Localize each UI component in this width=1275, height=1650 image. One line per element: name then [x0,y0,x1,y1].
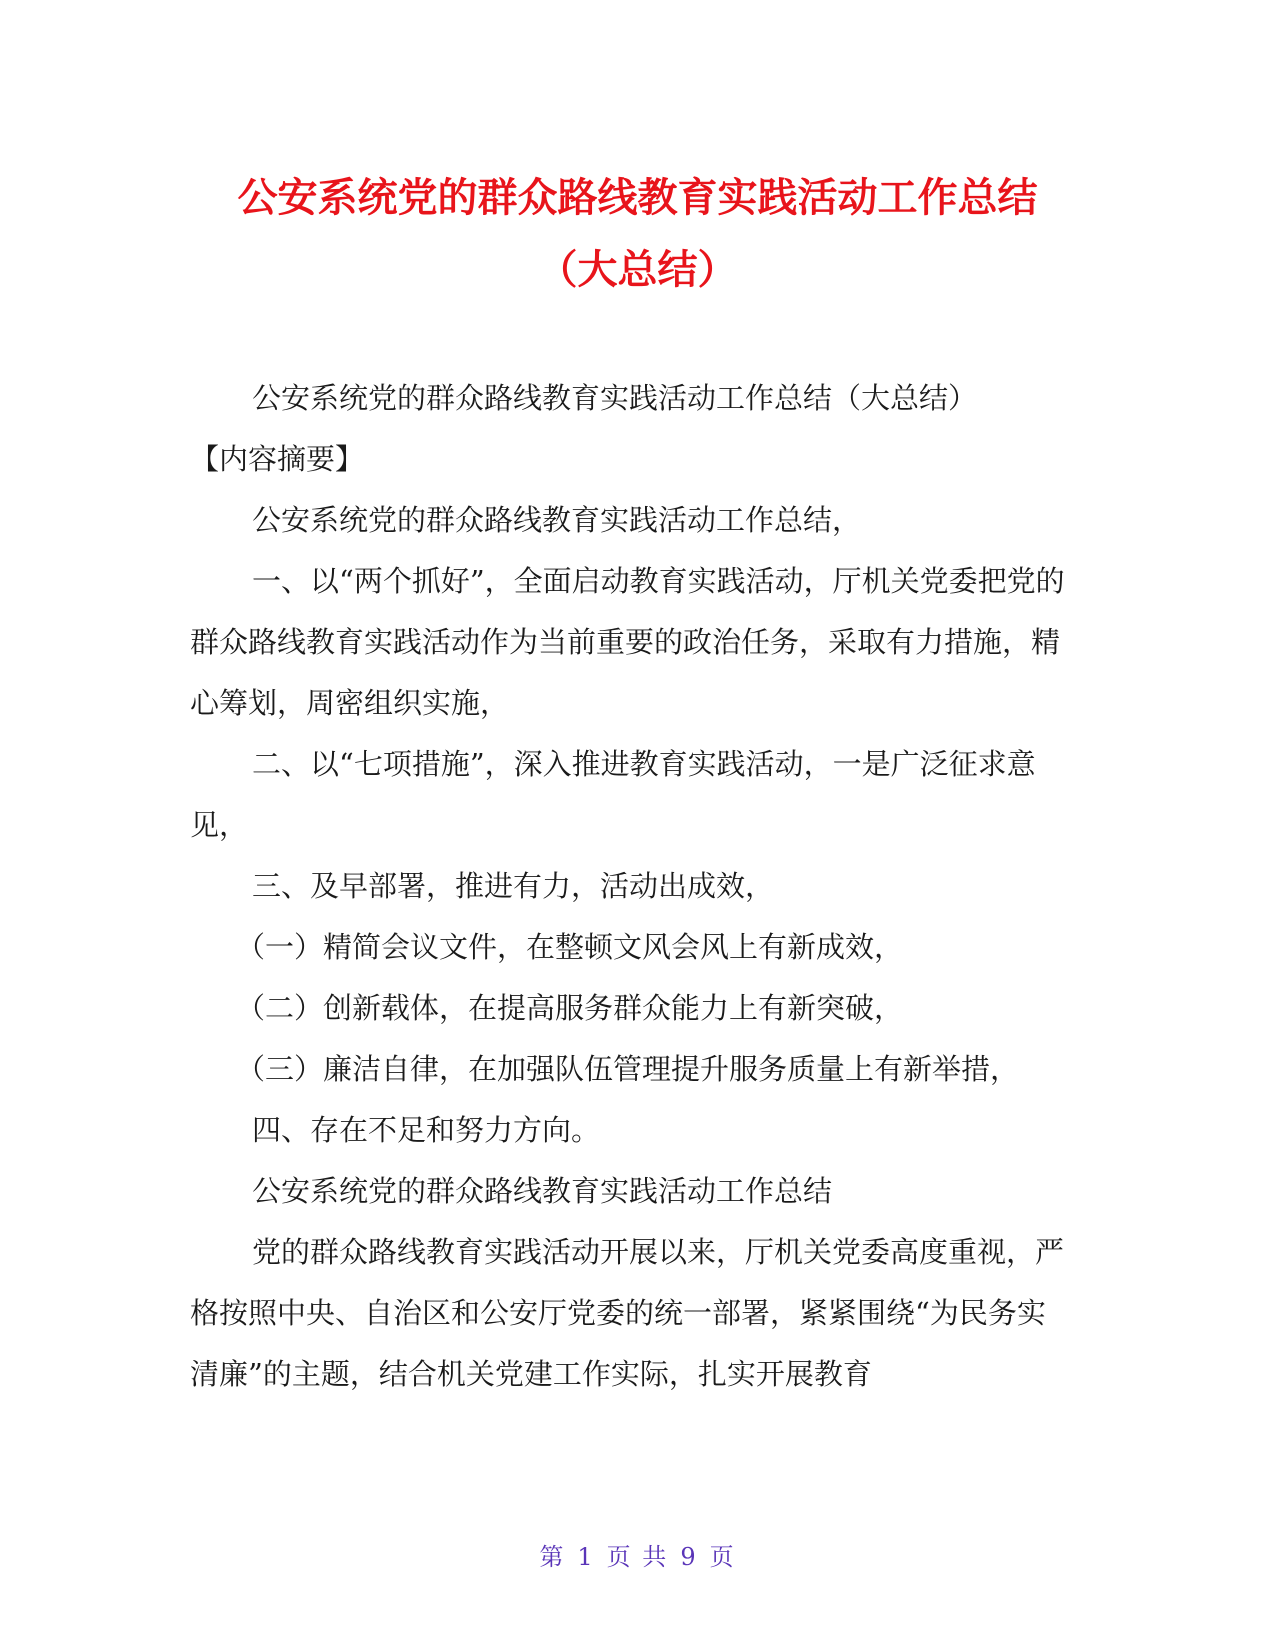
paragraph-subsection-2: （二）创新载体，在提高服务群众能力上有新突破， [236,991,904,1025]
footer-prefix: 第 [539,1543,566,1571]
paragraph-section-2: 二、以“七项措施”，深入推进教育实践活动，一是广泛征求意见， [190,747,1036,842]
footer-current-page: 1 [577,1543,595,1571]
paragraph-abstract-title: 公安系统党的群众路线教育实践活动工作总结， [252,503,862,537]
document-title [170,162,1105,306]
paragraph-subsection-3: （三）廉洁自律，在加强队伍管理提升服务质量上有新举措， [236,1052,1020,1086]
page-number-footer [0,1537,1275,1572]
document-body [190,368,1070,1405]
paragraph-body-text: 党的群众路线教育实践活动开展以来，厅机关党委高度重视，严格按照中央、自治区和公安厅党委的统一部署，紧紧围绕“为民务实清廉”的主题，结合机关党建工作实际，扎实开展教育 [190,1235,1065,1391]
footer-middle: 页 共 [606,1543,669,1571]
paragraph-section-1: 一、以“两个抓好”，全面启动教育实践活动，厅机关党委把党的群众路线教育实践活动作为当前重要的政治任务，采取有力措施，精心筹划，周密组织实施， [190,564,1065,720]
paragraph-subsection-1: （一）精简会议文件，在整顿文风会风上有新成效， [236,930,904,964]
footer-total-pages: 9 [680,1543,698,1571]
paragraph-abstract-label: 【内容摘要】 [190,442,365,476]
paragraph-section-4: 四、存在不足和努力方向。 [252,1113,601,1147]
title-line-2: （大总结） [537,247,738,293]
paragraph-heading: 公安系统党的群众路线教育实践活动工作总结（大总结） [252,381,978,415]
paragraph-body-title: 公安系统党的群众路线教育实践活动工作总结 [252,1174,833,1208]
footer-suffix: 页 [709,1543,736,1571]
title-line-1: 公安系统党的群众路线教育实践活动工作总结 [237,175,1038,221]
paragraph-section-3: 三、及早部署，推进有力，活动出成效， [252,869,775,903]
